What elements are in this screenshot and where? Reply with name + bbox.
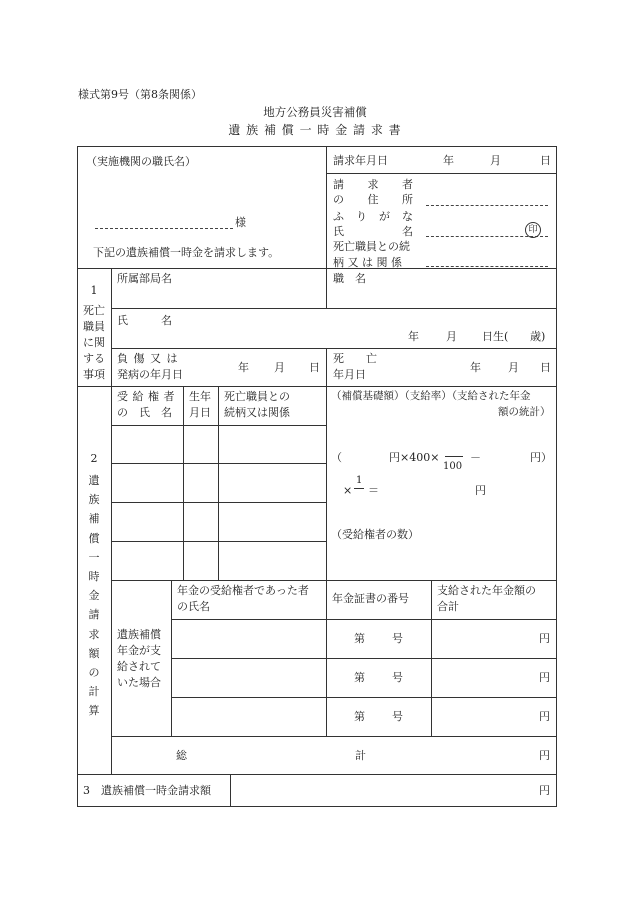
birth-col-header-1: 生年 (189, 390, 211, 403)
death-date-label-1: 死 亡 (333, 352, 377, 365)
page-title: 遺 族 補 償 一 時 金 請 求 書 (228, 123, 402, 137)
paid-total-header-2: 合計 (437, 600, 459, 613)
section2-label-char: の (88, 666, 100, 679)
section1-label-3: に関 (83, 336, 105, 349)
calc-close: 円） (530, 451, 552, 464)
calc-minus: － (470, 451, 481, 464)
recipient-col-header-1: 受 給 権 者 (117, 390, 175, 403)
section2-label-char: 時 (88, 570, 100, 583)
injury-day: 日 (309, 361, 320, 374)
paid-yen-3: 円 (539, 710, 550, 723)
section1-number: 1 (90, 284, 98, 297)
form-number: 様式第9号（第8条関係） (78, 88, 202, 101)
calc-fraction-bar (354, 488, 364, 489)
cert-dai-3: 第 (354, 710, 365, 723)
calc-numerator: 1 (356, 475, 363, 486)
total-label-left: 総 (176, 749, 187, 762)
section2-label-char: 族 (88, 493, 100, 507)
title-line-1: 地方公務員災害補償 (263, 105, 367, 119)
section2-label-char: 額 (88, 646, 100, 660)
section2-number: 2 (90, 452, 98, 465)
section2-label-char: 遺 (88, 474, 100, 487)
pension-case-1: 遺族補償 (117, 628, 161, 641)
request-date-day: 日 (540, 154, 551, 167)
section1-label-1: 死亡 (83, 304, 105, 317)
applicant-label-1: 請 求 者 (333, 178, 414, 191)
calc-formula-mid: 円×400× (389, 451, 440, 464)
section2-label-char: 補 (88, 512, 100, 526)
death-date-label-2: 年月日 (333, 368, 366, 381)
fraction-denominator: 100 (443, 461, 463, 472)
cert-go-2: 号 (392, 671, 403, 684)
cert-dai-1: 第 (354, 632, 365, 645)
applicant-label-2: の 住 所 (333, 193, 414, 206)
pension-case-2: 年金が支 (117, 644, 161, 657)
section2-label-char: 請 (88, 608, 100, 622)
recipient-count-label: （受給権者の数） (331, 528, 419, 541)
request-date-year: 年 (443, 154, 454, 167)
injury-date-label-2: 発病の年月日 (117, 368, 183, 381)
section3-yen: 円 (539, 784, 550, 797)
calc-equal: ＝ (368, 484, 379, 497)
applicant-label-3: ふ り が な (333, 210, 414, 223)
pension-holder-header-2: の氏名 (177, 600, 210, 613)
request-date-label: 請求年月日 (333, 154, 388, 167)
deceased-name-label: 氏 名 (117, 314, 172, 327)
section2-label-char: 計 (88, 685, 100, 699)
death-month: 月 (508, 361, 519, 374)
injury-month: 月 (274, 361, 285, 374)
applicant-label-6: 柄 又 は 関 係 (333, 256, 402, 269)
cert-number-header: 年金証書の番号 (332, 592, 409, 605)
paid-total-header-1: 支給された年金額の (437, 584, 536, 597)
paid-yen-1: 円 (539, 632, 550, 645)
applicant-address-line[interactable] (426, 205, 548, 206)
calc-header-2: 額の統計） (498, 406, 551, 418)
birth-month: 月 (446, 330, 457, 343)
calc-yen: 円 (475, 484, 486, 497)
request-date-month: 月 (490, 154, 501, 167)
injury-year: 年 (238, 361, 249, 374)
age-suffix: 歳) (530, 330, 546, 343)
seal-mark-icon: 印 (525, 222, 541, 238)
section2-label-char: 償 (88, 531, 100, 545)
calc-header-1: （補償基礎額）（支給率）（支給された年金 (331, 390, 531, 402)
section1-label-5: 事項 (83, 368, 105, 381)
sama-label: 様 (235, 216, 246, 229)
section1-label-4: する (83, 352, 105, 365)
total-label-right: 計 (355, 749, 366, 762)
pension-case-4: いた場合 (117, 676, 161, 689)
agency-label: （実施機関の職氏名） (86, 155, 196, 168)
calc-open-paren: （ (331, 451, 342, 464)
section2-label-char: 金 (88, 589, 100, 603)
request-sentence: 下記の遺族補償一時金を請求します。 (93, 246, 280, 259)
birth-col-header-2: 月日 (189, 406, 211, 419)
birth-year: 年 (408, 330, 419, 343)
section2-label-char: 一 (88, 550, 100, 564)
applicant-label-5: 死亡職員との続 (333, 240, 410, 253)
cert-dai-2: 第 (354, 671, 365, 684)
applicant-relation-line[interactable] (426, 266, 548, 267)
section2-label-char: 算 (88, 704, 100, 718)
death-day: 日 (540, 361, 551, 374)
fraction-bar (445, 456, 463, 457)
dept-label: 所属部局名 (117, 272, 172, 285)
total-yen: 円 (539, 749, 550, 762)
applicant-label-4: 氏 名 (333, 225, 414, 238)
cert-go-3: 号 (392, 710, 403, 723)
section1-label-2: 職員 (83, 320, 105, 333)
recipient-col-header-2: の 氏 名 (117, 406, 172, 419)
relation-col-header-1: 死亡職員との (224, 390, 290, 403)
paid-yen-2: 円 (539, 671, 550, 684)
job-title-label: 職 名 (333, 272, 366, 285)
pension-holder-header-1: 年金の受給権者であった者 (177, 584, 309, 597)
pension-case-3: 給されて (117, 660, 161, 673)
birth-day-suffix: 日生( (482, 330, 509, 343)
cert-go-1: 号 (392, 632, 403, 645)
agency-name-line[interactable] (95, 228, 233, 229)
section2-label-char: 求 (88, 627, 100, 641)
calc-multiply: × (343, 484, 353, 497)
injury-date-label-1: 負 傷 又 は (117, 352, 179, 365)
death-year: 年 (470, 361, 481, 374)
relation-col-header-2: 続柄又は関係 (224, 406, 290, 419)
section3-label: 3 遺族補償一時金請求額 (83, 784, 211, 797)
